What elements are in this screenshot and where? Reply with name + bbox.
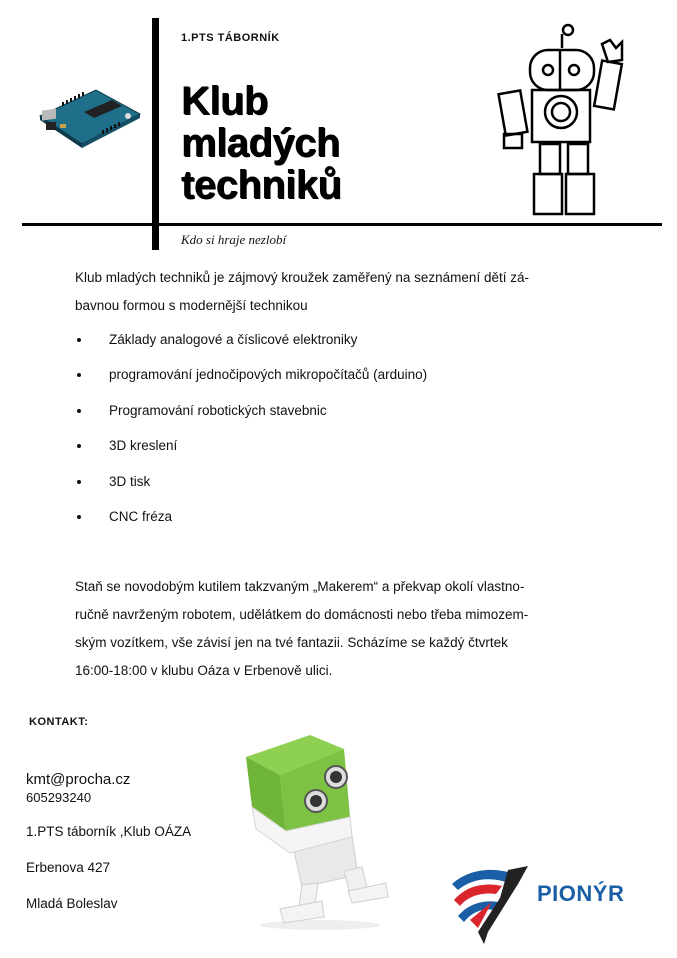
topic-text: Základy analogové a číslicové elektroniky (109, 332, 358, 347)
contact-email: kmt@procha.cz (26, 771, 131, 788)
otto-robot-icon (240, 725, 400, 935)
contact-club: 1.PTS táborník ,Klub OÁZA (26, 824, 192, 839)
topic-text: programování jednočipových mikropočítačů (arduino) (109, 367, 428, 383)
list-item (75, 326, 427, 361)
contact-heading: KONTAKT: (29, 716, 89, 728)
title-line: techniků (181, 163, 342, 207)
bullet-icon (77, 515, 81, 519)
list-item (75, 468, 427, 503)
arduino-board-icon (32, 82, 144, 154)
contact-street: Erbenova 427 (26, 860, 111, 875)
list-item (75, 397, 427, 432)
intro-line: bavnou formou s modernější technikou (75, 298, 308, 313)
header-horizontal-rule (22, 223, 662, 226)
maker-line: Staň se novodobým kutilem takzvaným „Makerem“ a překvap okolí vlastno- (75, 579, 525, 594)
list-item (75, 361, 427, 396)
contact-city: Mladá Boleslav (26, 896, 118, 911)
list-item (75, 432, 427, 467)
topic-list (75, 326, 427, 538)
title-line: Klub (181, 79, 268, 123)
title-line: mladých (181, 121, 340, 165)
maker-paragraph (75, 573, 615, 685)
bullet-icon (77, 338, 81, 342)
list-item (75, 503, 427, 538)
topic-text: CNC fréza (109, 508, 173, 524)
bullet-icon (77, 409, 81, 413)
intro-paragraph (75, 264, 575, 320)
topic-text: 3D kreslení (109, 438, 178, 454)
contact-phone: 605293240 (26, 790, 92, 805)
page-title (181, 80, 341, 206)
pionyr-logo-text: PIONÝR (537, 881, 625, 906)
bullet-icon (77, 373, 81, 377)
motto: Kdo si hraje nezlobí (181, 232, 287, 247)
header-vertical-rule (152, 18, 159, 250)
robot-drawing-icon (490, 22, 638, 220)
bullet-icon (77, 444, 81, 448)
bullet-icon (77, 480, 81, 484)
maker-line: ručně navrženým robotem, udělátkem do domácnosti nebo třeba mimozem- (75, 607, 529, 622)
maker-line: ským vozítkem, vše závisí jen na tvé fantazii. Scházíme se každý čtvrtek (75, 635, 508, 650)
topic-text: 3D tisk (109, 473, 151, 489)
topic-text: Programování robotických stavebnic (109, 402, 327, 418)
maker-line: 16:00-18:00 v klubu Oáza v Erbenově ulici. (75, 663, 333, 678)
pionyr-logo-icon (448, 862, 534, 946)
organization-name: 1.PTS TÁBORNÍK (181, 32, 280, 44)
intro-line: Klub mladých techniků je zájmový kroužek zaměřený na seznámení dětí zá- (75, 270, 529, 285)
